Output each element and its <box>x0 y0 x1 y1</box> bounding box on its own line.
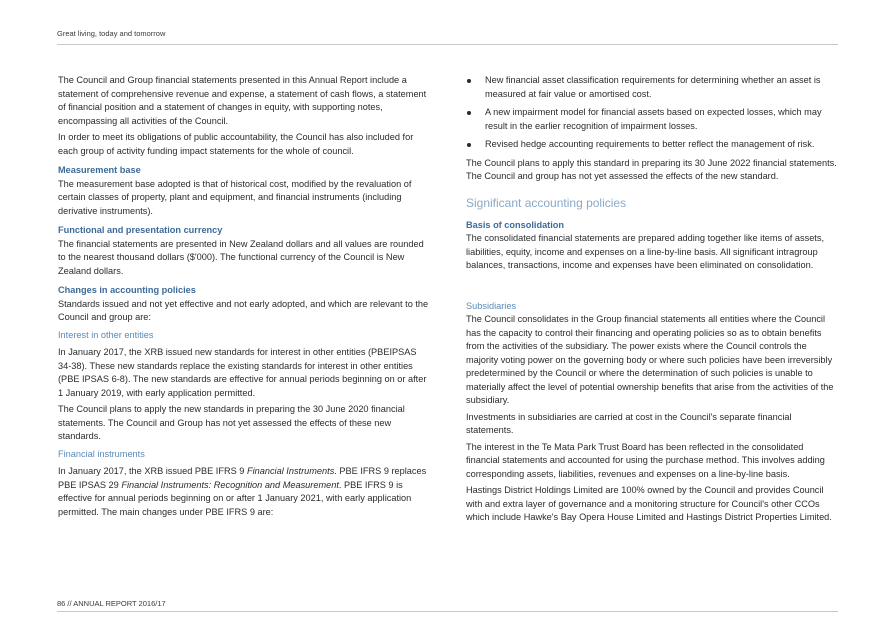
consolidation-heading: Basis of consolidation <box>466 219 565 230</box>
significant-policies-title: Significant accounting policies <box>466 195 627 210</box>
interest-heading: Interest in other entities <box>58 329 154 340</box>
list-item: New financial asset classification requirements for determining whether an asset is measured at fair value or amortised cost. <box>466 74 838 101</box>
bullet-icon <box>467 79 471 83</box>
measurement-base-heading: Measurement base <box>58 165 141 175</box>
footer-divider <box>57 611 838 612</box>
subsidiaries-paragraph-4: Hastings District Holdings Limited are 100% owned by the Council and provides Council with and extra layer of governance and a monitoring structure for Council's other CCOs which include Hawke's Bay Opera House Limited and Hastings District Properties Limited. <box>466 485 832 522</box>
list-item: Revised hedge accounting requirements to better reflect the management of risk. <box>466 138 838 152</box>
financial-instruments-paragraph: In January 2017, the XRB issued PBE IFRS 9 Financial Instruments. PBE IFRS 9 replaces PBE IPSAS 29 Financial Instruments: Recognition and Measurement. PBE IFRS 9 is effective for annual periods beginning on or after 1 January 2021, with early application permitted. The main changes under PBE IFRS 9 are: <box>58 466 427 517</box>
page-footer: 86 // ANNUAL REPORT 2016/17 <box>57 599 166 608</box>
header-divider <box>57 44 838 45</box>
changes-text: Standards issued and not yet effective and not early adopted, and which are relevant to the Council and group are: <box>58 298 429 322</box>
measurement-base-text: The measurement base adopted is that of historical cost, modified by the revaluation of certain classes of property, plant and equipment, and financial instruments (including derivative instruments). <box>58 178 412 216</box>
currency-text: The financial statements are presented in New Zealand dollars and all values are rounded to the nearest thousand dollars ($'000). The functional currency of the Council is New Zealand dollars. <box>58 238 424 276</box>
interest-paragraph-1: In January 2017, the XRB issued new standards for interest in other entities (PBEIPSAS 34-38). These new standards replace the existing standards for interest in other entities (PBE IPSAS 6-8). The new standards are effective for annual periods beginning on or after 1 January 2019, with early application permitted. <box>58 347 427 398</box>
section-spacer <box>466 276 838 300</box>
subsidiaries-paragraph-2: Investments in subsidiaries are carried at cost in the Council's separate financial statements. <box>466 411 792 435</box>
intro-paragraph-2: In order to meet its obligations of public accountability, the Council has also included for each group of activity funding impact statements for the whole of council. <box>58 132 414 156</box>
bullet-icon <box>467 111 471 115</box>
ifrs9-plan-text: The Council plans to apply this standard in preparing its 30 June 2022 financial statements. The Council and group has not yet assessed the effects of the new standard. <box>466 157 837 181</box>
list-item: A new impairment model for financial assets based on expected losses, which may result in the earlier recognition of impairment losses. <box>466 106 838 133</box>
subsidiaries-paragraph-1: The Council consolidates in the Group financial statements all entities where the Council has the capacity to control their financing and operating policies so as to obtain benefits from the activities of the subsidiary. The power exists where the Council controls the majority voting power on the governing body or where such policies have been irreversibly predetermined by the Council or where the determination of such policies is unable to materially affect the level of potential ownership benefits that arise from the activities of the subsidiary. <box>466 314 834 405</box>
running-header: Great living, today and tomorrow <box>57 29 166 38</box>
currency-heading: Functional and presentation currency <box>58 225 223 235</box>
ifrs9-changes-list <box>466 74 838 152</box>
consolidation-text: The consolidated financial statements are prepared adding together like items of assets, liabilities, equity, income and expenses on a line-by-line basis. All significant intragroup balances, transactions, income and expenses have been eliminated on consolidation. <box>466 233 825 270</box>
changes-heading: Changes in accounting policies <box>58 285 196 295</box>
interest-paragraph-2: The Council plans to apply the new standards in preparing the 30 June 2020 financial statements. The Council and Group has not yet assessed the effects of these new standards. <box>58 404 405 441</box>
left-column <box>58 74 430 522</box>
intro-paragraph-1: The Council and Group financial statements presented in this Annual Report include a statement of comprehensive revenue and expense, a statement of cash flows, a statement of financial position and a statement of changes in equity, with supporting notes, encompassing all activities of the Council. <box>58 75 427 126</box>
financial-instruments-heading: Financial instruments <box>58 448 145 459</box>
subsidiaries-paragraph-3: The interest in the Te Mata Park Trust Board has been reflected in the consolidated financial statements and accounted for using the purchase method. This involves adding corresponding assets, liabilities, revenues and expenses on a line-by-line basis. <box>466 441 825 479</box>
right-column <box>466 74 838 528</box>
bullet-icon <box>467 143 471 147</box>
subsidiaries-heading: Subsidiaries <box>466 300 517 311</box>
